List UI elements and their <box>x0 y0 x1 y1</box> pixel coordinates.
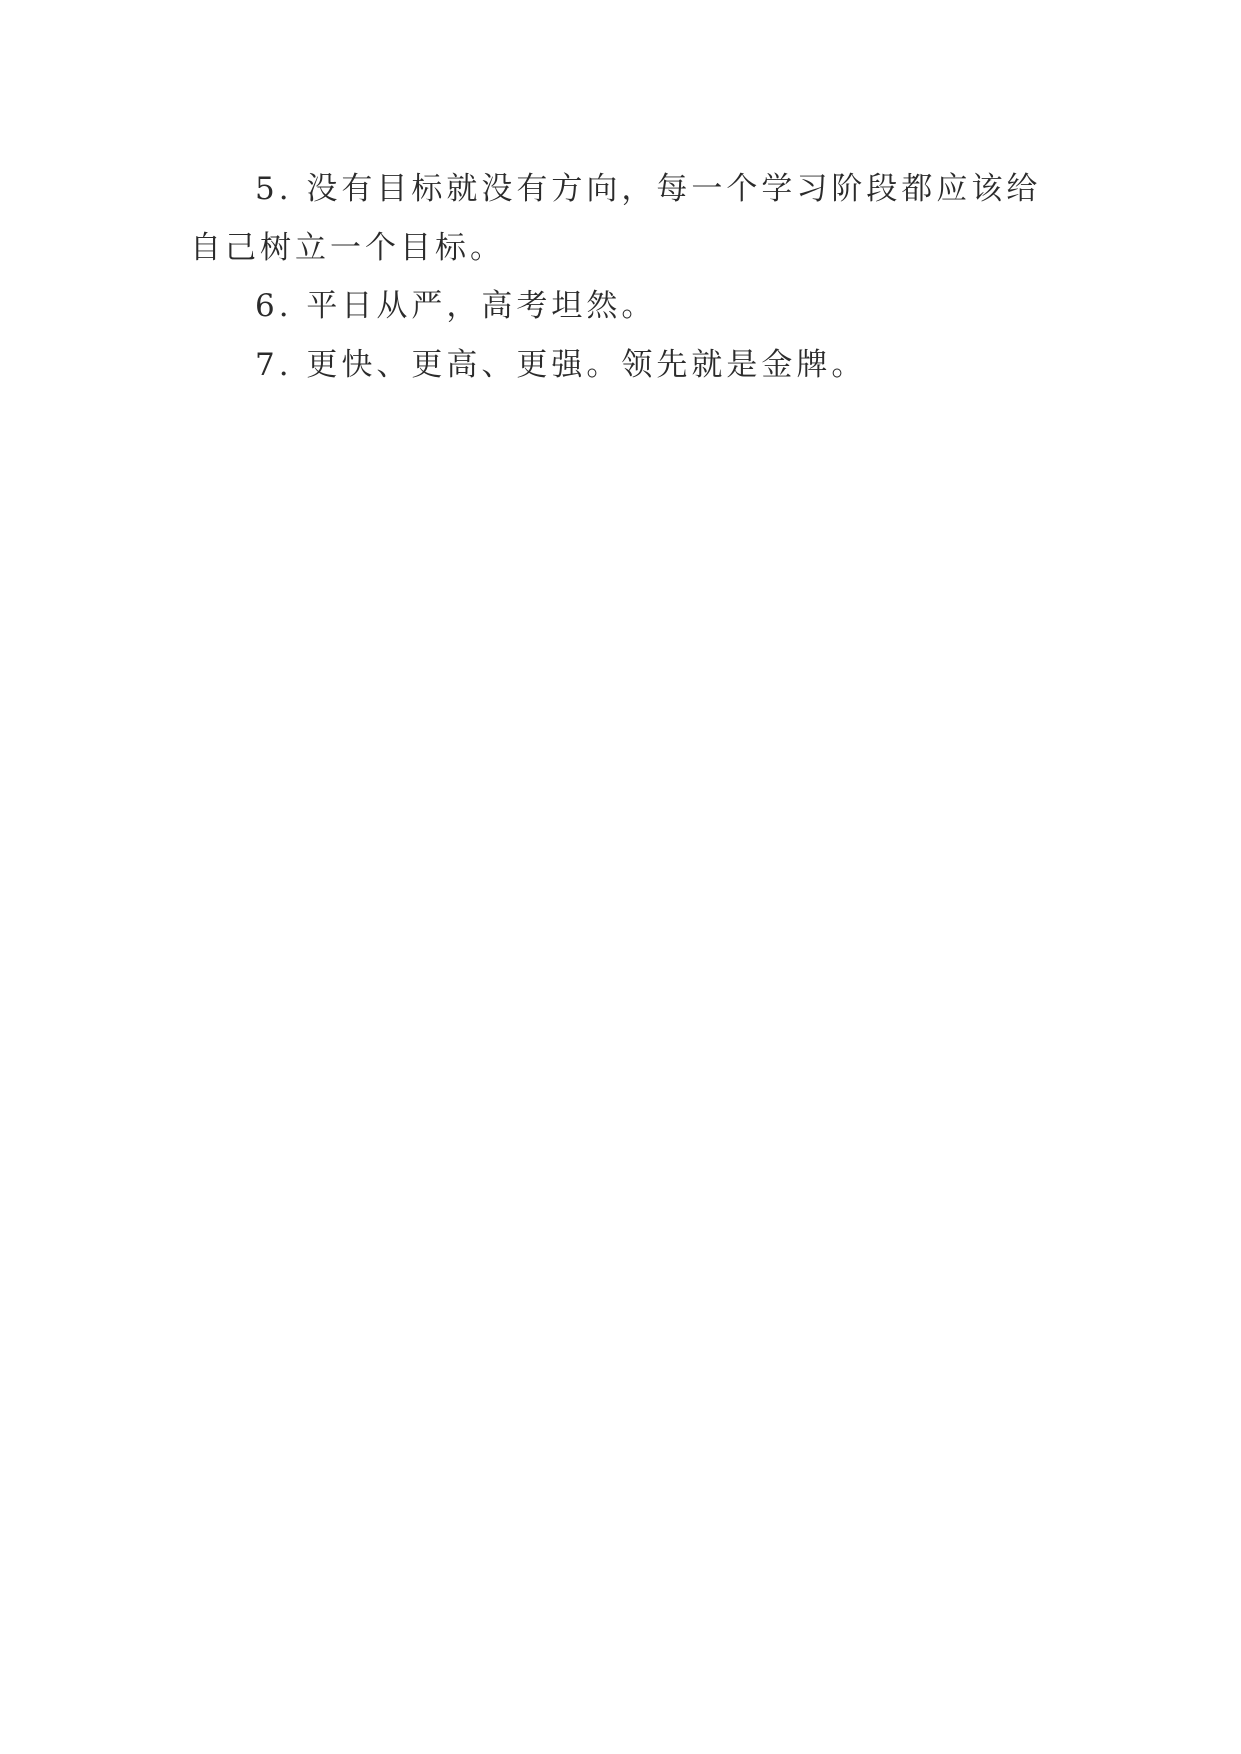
paragraph-item-6: 6. 平日从严，高考坦然。 <box>255 288 657 324</box>
paragraph-item-5: 5. 没有目标就没有方向，每一个学习阶段都应该给自己树立一个目标。 <box>190 171 1042 266</box>
paragraph-item-7: 7. 更快、更高、更强。领先就是金牌。 <box>255 346 867 383</box>
document-body <box>190 160 1060 394</box>
